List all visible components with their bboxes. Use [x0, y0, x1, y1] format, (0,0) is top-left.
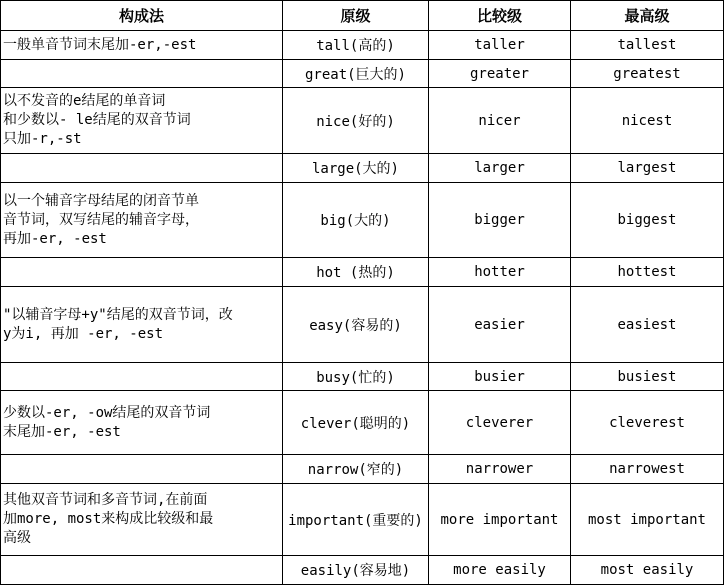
comparative-cell: more easily — [429, 556, 571, 585]
superlative-cell: narrowest — [571, 455, 724, 484]
base-cell: important(重要的) — [283, 484, 429, 556]
header-formation: 构成法 — [1, 1, 283, 31]
comparative-cell: cleverer — [429, 391, 571, 455]
base-cell: narrow(窄的) — [283, 455, 429, 484]
rule-cell-empty — [1, 455, 283, 484]
header-comparative: 比较级 — [429, 1, 571, 31]
header-superlative: 最高级 — [571, 1, 724, 31]
rule-cell-empty — [1, 556, 283, 585]
table-row — [1, 88, 724, 154]
rule-cell-empty — [1, 60, 283, 88]
table-row — [1, 31, 724, 60]
rule-cell: 以一个辅音字母结尾的闭音节单 音节词，双写结尾的辅音字母， 再加-er, -est — [1, 183, 283, 258]
base-cell: nice(好的) — [283, 88, 429, 154]
rule-cell: 一般单音节词末尾加-er,-est — [1, 31, 283, 60]
table-row — [1, 484, 724, 556]
rule-cell-empty — [1, 258, 283, 287]
table-row — [1, 455, 724, 484]
rule-cell-empty — [1, 154, 283, 183]
superlative-cell: most easily — [571, 556, 724, 585]
table-row — [1, 287, 724, 363]
table-row — [1, 154, 724, 183]
table-row — [1, 556, 724, 585]
rule-cell: 以不发音的e结尾的单音词 和少数以- le结尾的双音节词 只加-r,-st — [1, 88, 283, 154]
table-row — [1, 363, 724, 391]
comparative-cell: easier — [429, 287, 571, 363]
base-cell: hot (热的) — [283, 258, 429, 287]
base-cell: busy(忙的) — [283, 363, 429, 391]
superlative-cell: hottest — [571, 258, 724, 287]
base-cell: tall(高的) — [283, 31, 429, 60]
rule-cell: 少数以-er, -ow结尾的双音节词 末尾加-er, -est — [1, 391, 283, 455]
base-cell: great(巨大的) — [283, 60, 429, 88]
table-row — [1, 258, 724, 287]
superlative-cell: most important — [571, 484, 724, 556]
superlative-cell: easiest — [571, 287, 724, 363]
comparative-cell: busier — [429, 363, 571, 391]
base-cell: large(大的) — [283, 154, 429, 183]
comparative-cell: bigger — [429, 183, 571, 258]
superlative-cell: biggest — [571, 183, 724, 258]
base-cell: easily(容易地) — [283, 556, 429, 585]
rule-cell: 其他双音节词和多音节词,在前面 加more, most来构成比较级和最 高级 — [1, 484, 283, 556]
comparative-cell: nicer — [429, 88, 571, 154]
rule-cell-empty — [1, 363, 283, 391]
superlative-cell: tallest — [571, 31, 724, 60]
base-cell: clever(聪明的) — [283, 391, 429, 455]
superlative-cell: greatest — [571, 60, 724, 88]
superlative-cell: busiest — [571, 363, 724, 391]
comparative-cell: hotter — [429, 258, 571, 287]
table-row — [1, 183, 724, 258]
header-base-form: 原级 — [283, 1, 429, 31]
base-cell: big(大的) — [283, 183, 429, 258]
comparative-cell: narrower — [429, 455, 571, 484]
comparative-cell: taller — [429, 31, 571, 60]
superlative-cell: largest — [571, 154, 724, 183]
superlative-cell: cleverest — [571, 391, 724, 455]
table-row — [1, 391, 724, 455]
base-cell: easy(容易的) — [283, 287, 429, 363]
comparative-cell: larger — [429, 154, 571, 183]
rule-cell: "以辅音字母+y"结尾的双音节词，改 y为i, 再加 -er, -est — [1, 287, 283, 363]
table-row — [1, 60, 724, 88]
header-row — [1, 1, 724, 31]
superlative-cell: nicest — [571, 88, 724, 154]
comparative-cell: greater — [429, 60, 571, 88]
comparative-cell: more important — [429, 484, 571, 556]
